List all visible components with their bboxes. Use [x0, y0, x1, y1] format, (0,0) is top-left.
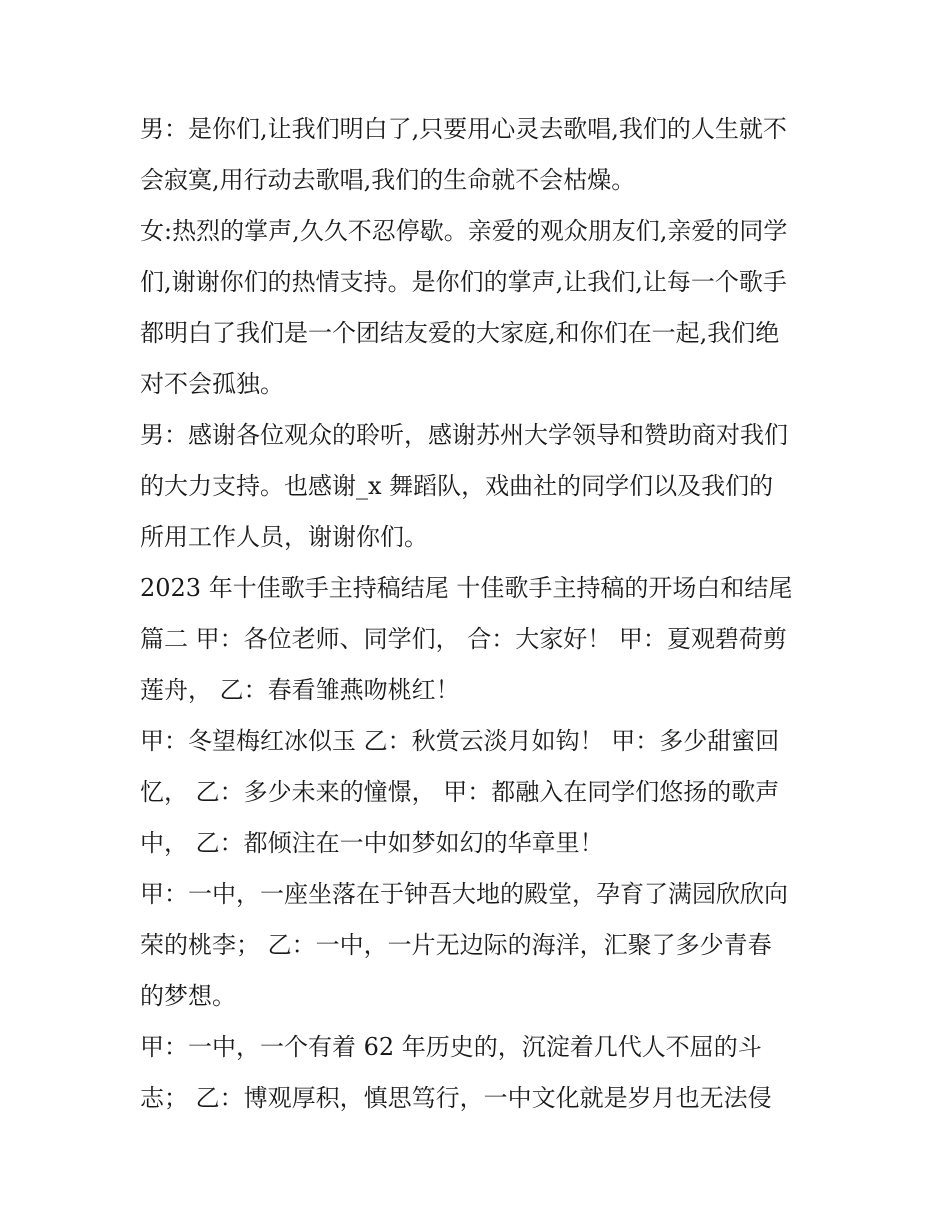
text-line: 志； 乙：博观厚积，慎思笃行，一中文化就是岁月也无法侵 — [140, 1084, 772, 1112]
document-body — [140, 104, 820, 1124]
text-line: 都明白了我们是一个团结友爱的大家庭,和你们在一起,我们绝 — [140, 319, 780, 347]
text-line: 甲：一中，一个有着 62 年历史的，沉淀着几代人不屈的斗 — [140, 1033, 762, 1061]
text-line: 莲舟， 乙：春看雏燕吻桃红！ — [140, 676, 460, 704]
text-line: 男：是你们,让我们明白了,只要用心灵去歌唱,我们的人生就不 — [140, 115, 787, 143]
text-line: 的梦想。 — [140, 982, 236, 1010]
text-line: 忆， 乙：多少未来的憧憬， 甲：都融入在同学们悠扬的歌声 — [140, 778, 780, 806]
text-line: 2023 年十佳歌手主持稿结尾 十佳歌手主持稿的开场白和结尾 — [140, 574, 793, 602]
text-line: 甲：冬望梅红冰似玉 乙：秋赏云淡月如钩！ 甲：多少甜蜜回 — [140, 727, 780, 755]
text-line: 所用工作人员，谢谢你们。 — [140, 523, 428, 551]
text-line: 男：感谢各位观众的聆听，感谢苏州大学领导和赞助商对我们 — [140, 421, 788, 449]
text-line: 中， 乙：都倾注在一中如梦如幻的华章里！ — [140, 829, 604, 857]
text-line: 们,谢谢你们的热情支持。是你们的掌声,让我们,让每一个歌手 — [140, 268, 787, 296]
text-line: 篇二 甲：各位老师、同学们， 合：大家好！ 甲：夏观碧荷剪 — [140, 625, 787, 653]
text-line: 荣的桃李； 乙：一中，一片无边际的海洋，汇聚了多少青春 — [140, 931, 772, 959]
text-line: 甲：一中，一座坐落在于钟吾大地的殿堂，孕育了满园欣欣向 — [140, 880, 788, 908]
text-line: 的大力支持。也感谢_x 舞蹈队，戏曲社的同学们以及我们的 — [140, 472, 774, 500]
text-line: 女:热烈的掌声,久久不忍停歇。亲爱的观众朋友们,亲爱的同学 — [140, 217, 788, 245]
text-line: 会寂寞,用行动去歌唱,我们的生命就不会枯燥。 — [140, 166, 636, 194]
text-line: 对不会孤独。 — [140, 370, 284, 398]
